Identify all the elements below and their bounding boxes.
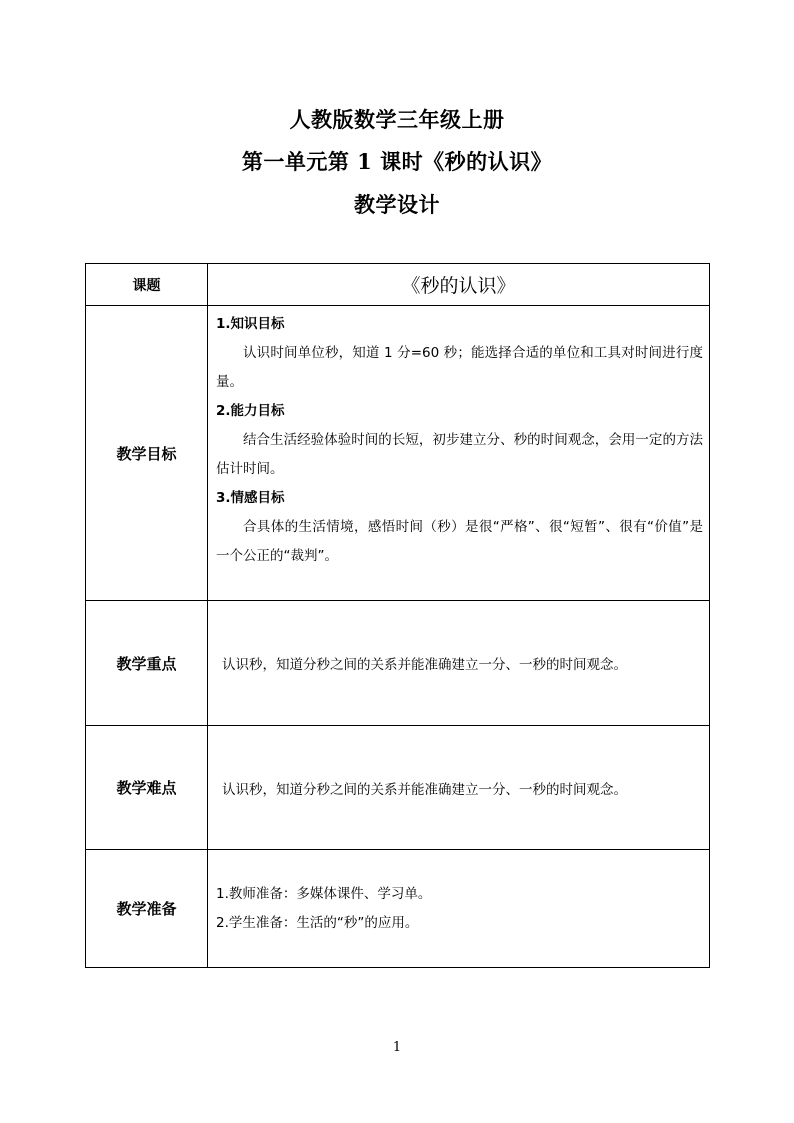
objective-heading: 3.情感目标 (216, 490, 285, 506)
key-points-text: 认识秒，知道分秒之间的关系并能准确建立一分、一秒的时间观念。 (208, 601, 710, 726)
lesson-subtitle: 第一单元第 1 课时《秒的认识》 (241, 149, 553, 174)
difficulties-row (86, 726, 710, 850)
page-number: 1 (392, 1040, 402, 1055)
key-points-row (86, 601, 710, 726)
objective-text: 合具体的生活情境，感悟时间（秒）是很“严格”、很“短暂”、很有“价值”是一个公正的“裁判”。 (216, 519, 703, 564)
objectives-row (86, 306, 710, 601)
difficulties-label: 教学难点 (86, 726, 208, 850)
objectives-label: 教学目标 (86, 306, 208, 601)
objective-heading: 2.能力目标 (216, 403, 285, 419)
objective-heading: 1.知识目标 (216, 316, 285, 332)
objective-text: 认识时间单位秒，知道 1 分=60 秒；能选择合适的单位和工具对时间进行度量。 (216, 345, 703, 390)
objectives-content (208, 306, 710, 601)
preparation-item: 2.学生准备：生活的“秒”的应用。 (216, 914, 419, 931)
topic-label: 课题 (86, 264, 208, 306)
preparation-item: 1.教师准备：多媒体课件、学习单。 (216, 885, 432, 902)
topic-row (86, 264, 710, 306)
topic-value: 《秒的认识》 (208, 264, 710, 306)
preparation-label: 教学准备 (86, 850, 208, 968)
document-type-title: 教学设计 (354, 192, 440, 217)
lesson-plan-table (85, 263, 710, 968)
difficulties-text: 认识秒，知道分秒之间的关系并能准确建立一分、一秒的时间观念。 (208, 726, 710, 850)
preparation-row (86, 850, 710, 968)
document-title: 人教版数学三年级上册 (289, 107, 505, 132)
preparation-content (208, 850, 710, 968)
objective-text: 结合生活经验体验时间的长短，初步建立分、秒的时间观念，会用一定的方法估计时间。 (216, 432, 703, 477)
key-points-label: 教学重点 (86, 601, 208, 726)
